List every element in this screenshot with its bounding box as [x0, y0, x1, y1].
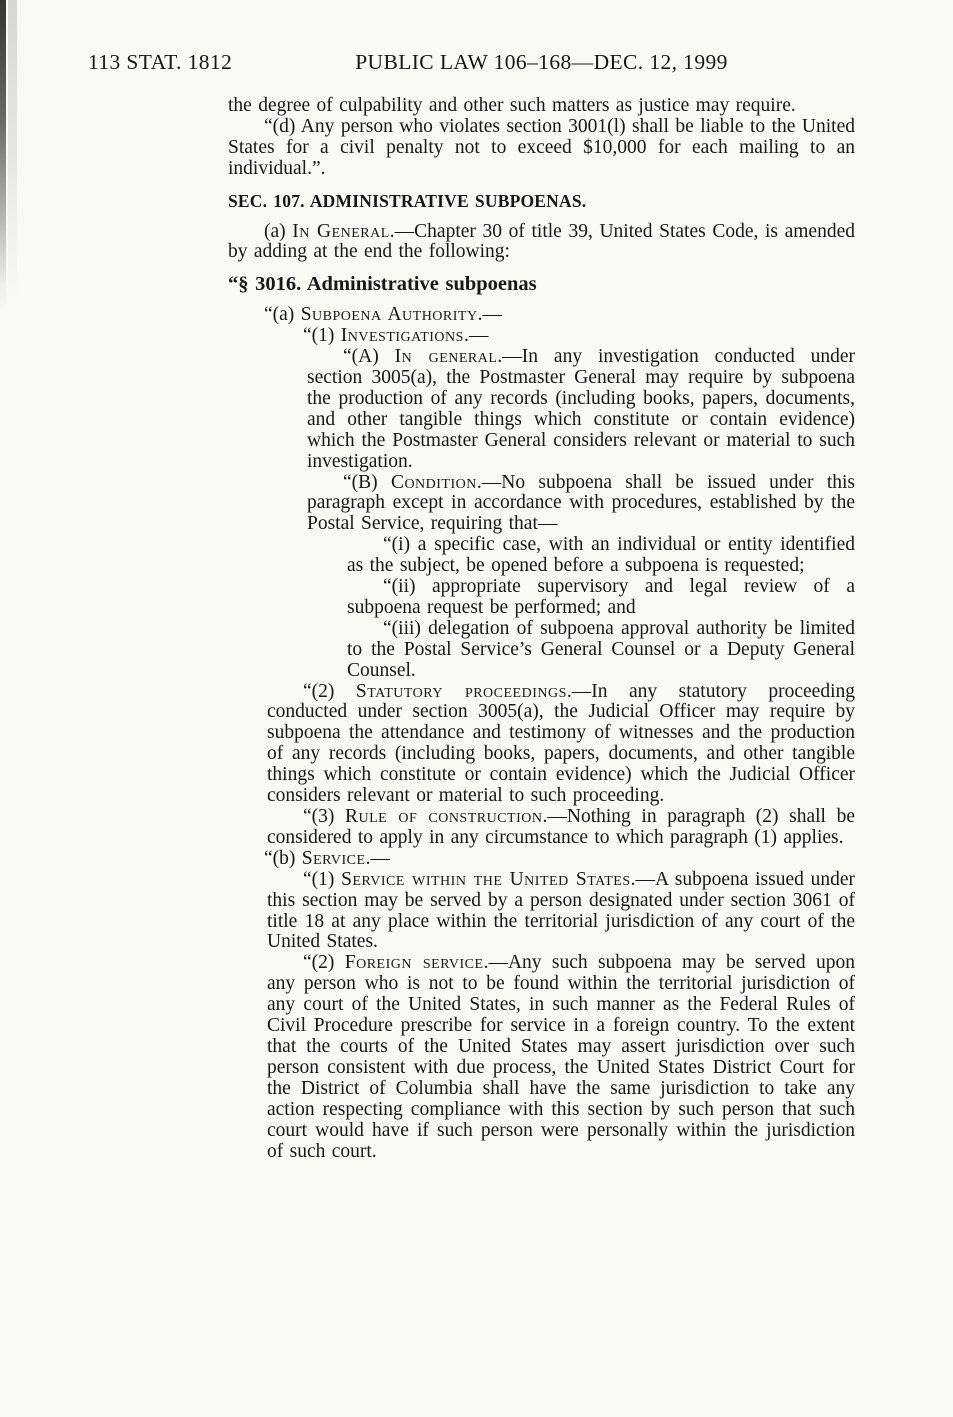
text-run: “(i) a specific case, with an individual or entity identified as the subject, be opened before a subpoena is requested;: [347, 534, 855, 577]
text-run: “(3): [303, 806, 346, 827]
text-run: .—A subpoena issued under this section may be served by a person designated under section 3061 of title 18 at any place within the territorial jurisdiction of any court of the United States.: [267, 868, 855, 953]
section-heading: SEC. 107. ADMINISTRATIVE SUBPOENAS.: [228, 190, 587, 211]
small-caps-run: Service: [301, 847, 366, 869]
text-run: “(1): [303, 325, 341, 347]
small-caps-run: Investigations: [340, 325, 464, 347]
text-run: .—: [463, 325, 489, 347]
scan-edge-shadow: [8, 0, 17, 300]
text-run: the degree of culpability and other such matters as justice may require.: [228, 95, 796, 116]
text-run: .—Chapter 30 of title 39, United States Code, is amended by adding at the end the following:: [228, 220, 855, 263]
text-run: “(ii) appropriate supervisory and legal review of a subpoena request be performed; and: [347, 576, 855, 618]
text-run: .—: [477, 304, 502, 326]
small-caps-run: Rule of construction: [345, 806, 543, 827]
small-caps-run: Condition: [390, 471, 477, 493]
small-caps-run: In general: [394, 346, 498, 368]
text-run: “(A): [343, 346, 395, 368]
text-run: .—Nothing in paragraph (2) shall be considered to apply in any circumstance to which paragraph (1) applies.: [267, 806, 855, 848]
statute-paragraph: [307, 347, 855, 472]
law-title: PUBLIC LAW 106–168—DEC. 12, 1999: [355, 50, 728, 74]
statute-paragraph: [347, 535, 855, 577]
statute-paragraph: [228, 117, 855, 180]
statute-paragraph: [347, 619, 855, 682]
statute-paragraph: [228, 305, 855, 326]
text-run: (a): [264, 220, 293, 242]
text-run: “(a): [264, 304, 301, 326]
text-run: “(d) Any person who violates section 3001(l) shall be liable to the United States for a civil penalty not to exceed $10,000 for each mailing to an individual.”.: [228, 115, 855, 179]
small-caps-run: In General: [292, 220, 390, 242]
small-caps-run: Statutory proceedings: [355, 680, 567, 702]
statute-paragraph: [267, 326, 855, 347]
text-run: “(b): [264, 847, 302, 869]
text-run: “(iii) delegation of subpoena approval authority be limited to the Postal Service’s General Counsel or a Deputy General Counsel.: [347, 617, 855, 681]
statute-paragraph: [228, 222, 855, 264]
text-run: .—In any investigation conducted under section 3005(a), the Postmaster General may require by subpoena the production of any records (including books, papers, documents, and other tangible things which constitute or contain evidence) which the Postmaster General considers relevant or material to such investigation.: [307, 346, 855, 472]
text-run: “(1): [303, 868, 342, 890]
statute-paragraph: [347, 577, 855, 619]
document-body: [228, 96, 855, 1162]
stat-page-number: 113 STAT. 1812: [88, 50, 233, 74]
statute-paragraph: [267, 807, 855, 849]
text-run: .—: [365, 847, 390, 869]
small-caps-run: Service within the United States: [341, 868, 631, 890]
text-run: .—No subpoena shall be issued under this paragraph except in accordance with procedures, established by the Postal Service, requiring that—: [307, 471, 855, 535]
statute-paragraph: [307, 473, 855, 536]
small-caps-run: Subpoena Authority: [300, 304, 478, 326]
statute-paragraph: [267, 953, 855, 1162]
code-section-heading: “§ 3016. Administrative subpoenas: [228, 273, 537, 296]
statute-paragraph: [228, 96, 855, 117]
scan-edge-artifact: [0, 0, 6, 310]
text-run: .—In any statutory proceeding conducted under section 3005(a), the Judicial Officer may require by subpoena the attendance and testimony of witnesses and the production of any records (including books, papers, documents, and other tangible things which constitute or contain evidence) which the Judicial Officer considers relevant or material to such proceeding.: [267, 680, 855, 807]
small-caps-run: Foreign service: [344, 952, 484, 974]
statute-paragraph: [267, 682, 855, 807]
page-header: [0, 50, 953, 80]
text-run: “(B): [343, 471, 391, 493]
statute-paragraph: [228, 849, 855, 870]
text-run: “(2): [303, 680, 356, 702]
statute-paragraph: [267, 870, 855, 954]
text-run: “(2): [303, 952, 345, 974]
text-run: .—Any such subpoena may be served upon any person who is not to be found within the territorial jurisdiction of any court of the United States, in such manner as the Federal Rules of Civil Procedure prescribe for service in a foreign country. To the extent that the courts of the United States may assert jurisdiction over such person consistent with due process, the United States District Court for the District of Columbia shall have the same jurisdiction to take any action respecting compliance with this section by such person that such court would have if such person were personally within the jurisdiction of such court.: [267, 952, 855, 1162]
